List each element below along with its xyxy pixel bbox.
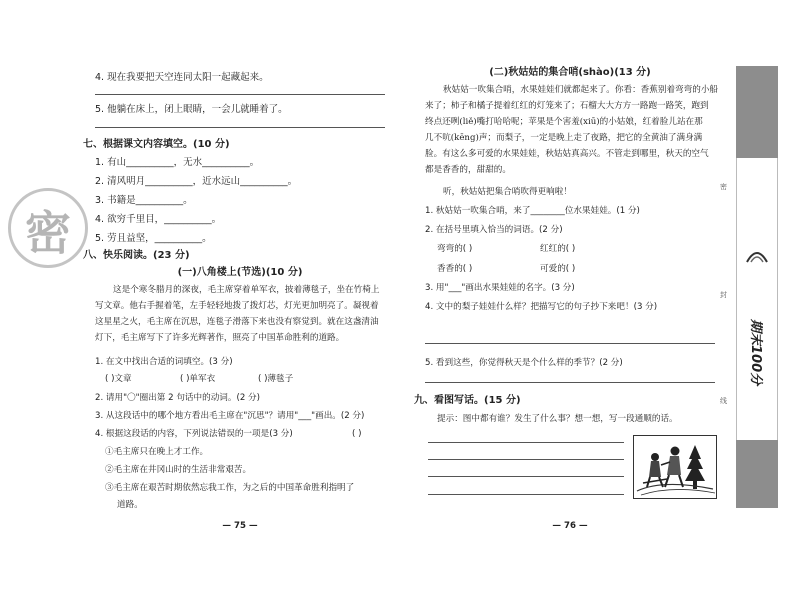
q1-option-1: ( )文章 xyxy=(105,374,132,384)
q4-option-3-cont: 道路。 xyxy=(117,500,143,510)
reading-2-q2: 2. 在括号里填入恰当的词语。(2 分) xyxy=(425,225,563,235)
q1-option-3: ( )薄毯子 xyxy=(258,374,294,384)
stamp-character: 密 xyxy=(25,206,71,260)
writing-line xyxy=(428,476,624,477)
answer-line xyxy=(425,343,715,344)
answer-line xyxy=(95,127,385,128)
left-q4-sentence: 4. 现在我要把天空连同太阳一起藏起来。 xyxy=(95,72,269,83)
fill-item-3: 3. 书籍是__________。 xyxy=(95,195,193,206)
reading-1-q1: 1. 在文中找出合适的词填空。(3 分) xyxy=(95,357,233,367)
sidebar-strip xyxy=(736,158,778,440)
reading-2-passage-line-7: 听，秋姑姑把集合哨吹得更响啦！ xyxy=(443,187,572,197)
seal-mark-1: 密 xyxy=(720,183,727,191)
q2-option-4: 可爱的( ) xyxy=(540,264,576,274)
q2-option-1: 弯弯的( ) xyxy=(437,244,473,254)
reading-1-q2: 2. 请用"〇"圈出第 2 句话中的动词。(2 分) xyxy=(95,393,260,403)
reading-2-passage-line-2: 来了；柿子和橘子提着红红的灯笼来了；石榴大大方方一路跑一路笑，跑到 xyxy=(425,101,709,111)
reading-2-title: (二)秋姑姑的集合哨(shào)(13 分) xyxy=(489,67,651,78)
brand-logo-icon xyxy=(744,242,770,266)
reading-1-passage-line-1: 这是个寒冬腊月的深夜，毛主席穿着单军衣，披着薄毯子，坐在竹椅上 xyxy=(113,285,380,295)
reading-2-passage-line-3: 终点还咧(liě)嘴打哈哈呢；苹果是个害羞(xiū)的小姑娘，红着脸儿站在那 xyxy=(425,117,703,127)
seal-mark-2: 封 xyxy=(720,291,727,299)
q4-answer-paren: ( ) xyxy=(352,429,362,439)
q2-option-2: 红红的( ) xyxy=(540,244,576,254)
stamp-circle xyxy=(8,188,88,268)
fill-item-2: 2. 清风明月__________，近水远山__________。 xyxy=(95,176,298,187)
fill-item-4: 4. 欲穷千里目，__________。 xyxy=(95,214,222,225)
reading-1-passage-line-2: 写文章。他右手握着笔，左手轻轻地拨了拨灯芯，灯光更加明亮了。凝视着 xyxy=(95,301,379,311)
writing-line xyxy=(428,494,624,495)
sidebar-gray-block-top xyxy=(736,66,778,158)
reading-1-q3: 3. 从这段话中的哪个地方看出毛主席在"沉思"？请用"___"画出。(2 分) xyxy=(95,411,365,421)
brand-title: 期末100分 xyxy=(748,319,763,386)
picture-illustration xyxy=(633,435,717,499)
reading-1-passage-line-4: 灯下，毛主席写下了许多光辉著作，照亮了中国革命胜利的道路。 xyxy=(95,333,345,343)
fill-item-1: 1. 有山__________，无水__________。 xyxy=(95,157,260,168)
reading-2-q1: 1. 秋姑姑一吹集合哨，来了________位水果娃娃。(1 分) xyxy=(425,206,640,216)
reading-2-q4: 4. 文中的梨子娃娃什么样？把描写它的句子抄下来吧！(3 分) xyxy=(425,302,658,312)
sidebar-gray-block-bottom xyxy=(736,440,778,508)
reading-2-q5: 5. 看到这些，你觉得秋天是个什么样的季节？(2 分) xyxy=(425,358,623,368)
answer-line xyxy=(425,382,715,383)
reading-1-title: (一)八角楼上(节选)(10 分) xyxy=(177,267,303,278)
page-number-right: — 76 — xyxy=(552,521,588,531)
seal-mark-3: 线 xyxy=(720,397,727,405)
left-q5-sentence: 5. 他躺在床上，闭上眼睛，一会儿就睡着了。 xyxy=(95,104,288,115)
writing-line xyxy=(428,459,624,460)
reading-2-passage-line-1: 秋姑姑一吹集合哨，水果娃娃们就都起来了。你看：香蕉别着弯弯的小船 xyxy=(443,85,719,95)
reading-2-passage-line-5: 脸。有这么多可爱的水果娃娃，秋姑姑真高兴。不管走到哪里，秋天的空气 xyxy=(425,149,709,159)
q2-option-3: 香香的( ) xyxy=(437,264,473,274)
reading-2-passage-line-6: 都是香香的，甜甜的。 xyxy=(425,165,511,175)
reading-2-q3: 3. 用"___"画出水果娃娃的名字。(3 分) xyxy=(425,283,575,293)
q1-option-2: ( )单军衣 xyxy=(180,374,216,384)
section-9-tip: 提示：图中都有谁？发生了什么事？想一想，写一段通顺的话。 xyxy=(437,414,678,424)
q4-option-3: ③毛主席在艰苦时期依然忘我工作，为之后的中国革命胜利指明了 xyxy=(105,483,355,493)
section-8-title: 八、快乐阅读。(23 分) xyxy=(83,250,190,261)
section-9-title: 九、看图写话。(15 分) xyxy=(414,395,521,406)
section-7-title: 七、根据课文内容填空。(10 分) xyxy=(83,139,230,150)
reading-2-passage-line-4: 几不吭(kēng)声；而梨子，一定是晚上走了夜路，把它的全黄油了满身满 xyxy=(425,133,703,143)
fill-item-5: 5. 劳且益坚，__________。 xyxy=(95,233,212,244)
writing-line xyxy=(428,442,624,443)
reading-1-q4: 4. 根据这段话的内容，下列说法错误的一项是(3 分) xyxy=(95,429,293,439)
q4-option-2: ②毛主席在井冈山时的生活非常艰苦。 xyxy=(105,465,252,475)
answer-line xyxy=(95,94,385,95)
q4-option-1: ①毛主席只在晚上才工作。 xyxy=(105,447,209,457)
page-number-left: — 75 — xyxy=(222,521,258,531)
reading-1-passage-line-3: 这星星之火，毛主席在沉思，连毯子滑落下来也没有察觉到。就在这盏清油 xyxy=(95,317,379,327)
